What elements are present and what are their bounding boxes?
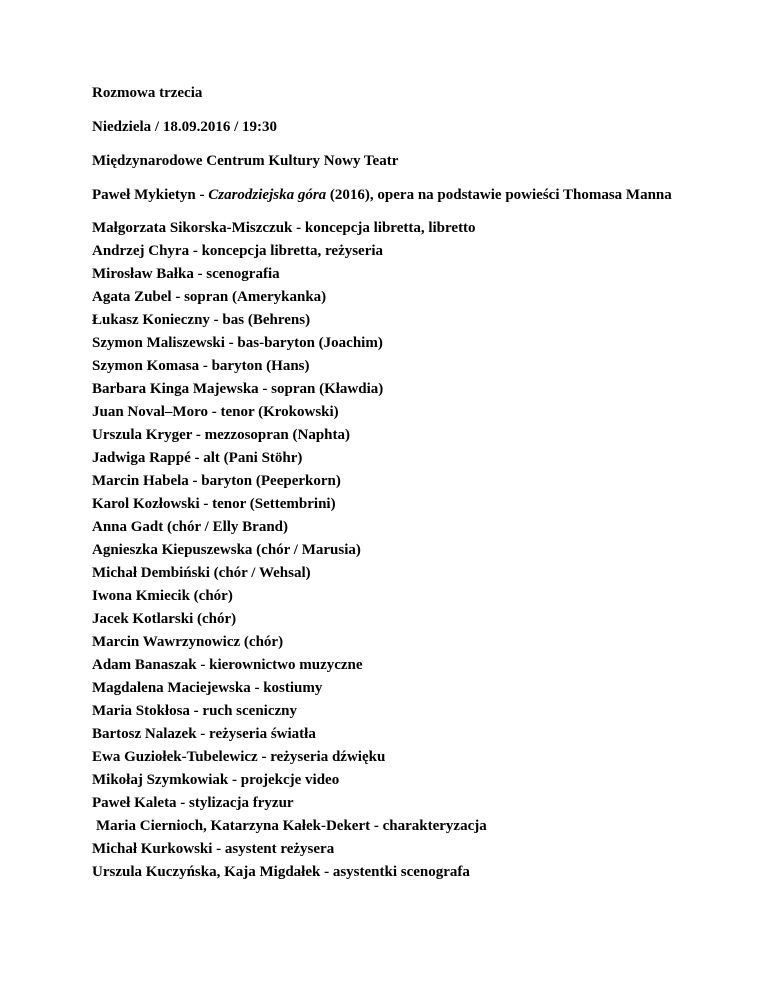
- credit-line: Jacek Kotlarski (chór): [92, 611, 237, 627]
- credit-line: Ewa Guziołek-Tubelewicz - reżyseria dźwięku: [92, 749, 386, 765]
- credit-line: Urszula Kryger - mezzosopran (Naphta): [92, 427, 351, 443]
- credit-line: Maria Stokłosa - ruch sceniczny: [92, 703, 297, 719]
- work-details: (2016), opera na podstawie powieści Thomasa Manna: [326, 187, 672, 203]
- credit-line: Michał Kurkowski - asystent reżysera: [92, 841, 335, 857]
- credit-line: Mikołaj Szymkowiak - projekcje video: [92, 772, 340, 788]
- credit-line: Michał Dembiński (chór / Wehsal): [92, 565, 311, 581]
- credit-line: Paweł Kaleta - stylizacja fryzur: [92, 795, 294, 811]
- credit-line: Szymon Komasa - baryton (Hans): [92, 358, 310, 374]
- work-title: Czarodziejska góra: [208, 187, 327, 203]
- credit-line: Adam Banaszak - kierownictwo muzyczne: [92, 657, 363, 673]
- credit-line: Mirosław Bałka - scenografia: [92, 266, 280, 282]
- credit-line: Iwona Kmiecik (chór): [92, 588, 233, 604]
- credit-line: Magdalena Maciejewska - kostiumy: [92, 680, 323, 696]
- event-venue: Międzynarodowe Centrum Kultury Nowy Teatr: [92, 153, 399, 169]
- credit-line: Maria Ciernioch, Katarzyna Kałek-Dekert - charakteryzacja: [96, 818, 487, 834]
- credit-line: Barbara Kinga Majewska - sopran (Kławdia): [92, 381, 384, 397]
- work-description: [92, 181, 674, 210]
- credit-line: Anna Gadt (chór / Elly Brand): [92, 519, 289, 535]
- credit-line: Andrzej Chyra - koncepcja libretta, reżyseria: [92, 243, 384, 259]
- document-content: [92, 86, 674, 888]
- credits-list: [92, 221, 674, 888]
- credit-line: Bartosz Nalazek - reżyseria światła: [92, 726, 316, 742]
- credit-line: Marcin Wawrzynowicz (chór): [92, 634, 284, 650]
- credit-line: Małgorzata Sikorska-Miszczuk - koncepcja libretta, libretto: [92, 220, 476, 236]
- credit-line: Marcin Habela - baryton (Peeperkorn): [92, 473, 341, 489]
- credit-line: Łukasz Konieczny - bas (Behrens): [92, 312, 311, 328]
- credit-line: Urszula Kuczyńska, Kaja Migdałek - asystentki scenografa: [92, 864, 470, 880]
- credit-line: Juan Noval–Moro - tenor (Krokowski): [92, 404, 339, 420]
- work-author: Paweł Mykietyn -: [92, 187, 209, 203]
- credit-line: Jadwiga Rappé - alt (Pani Stöhr): [92, 450, 303, 466]
- event-date: Niedziela / 18.09.2016 / 19:30: [92, 119, 277, 135]
- credit-line: Agnieszka Kiepuszewska (chór / Marusia): [92, 542, 361, 558]
- credit-line: Agata Zubel - sopran (Amerykanka): [92, 289, 327, 305]
- event-title: Rozmowa trzecia: [92, 85, 203, 101]
- credit-line: Karol Kozłowski - tenor (Settembrini): [92, 496, 336, 512]
- credit-line: Szymon Maliszewski - bas-baryton (Joachim): [92, 335, 383, 351]
